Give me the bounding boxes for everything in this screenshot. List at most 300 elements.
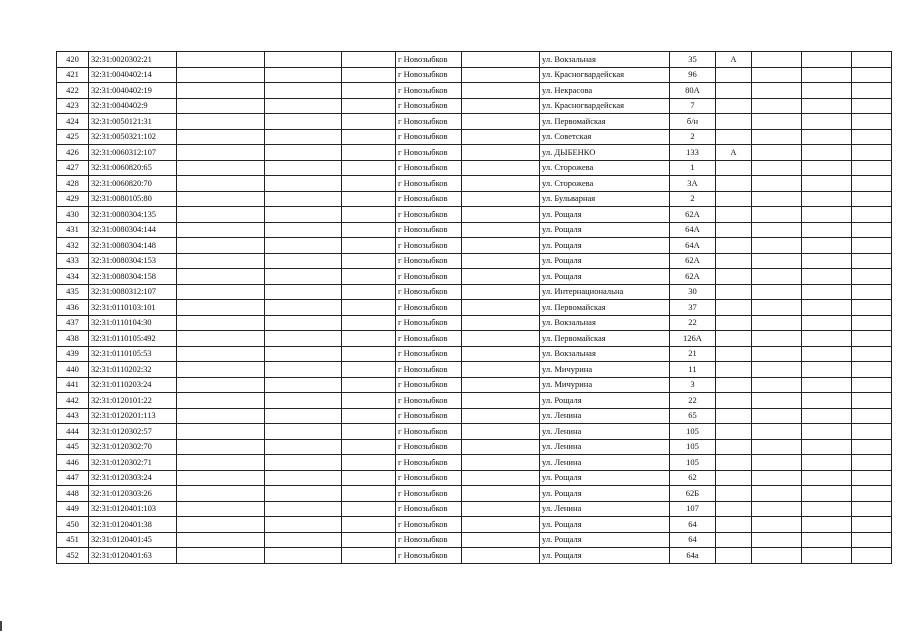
empty-cell — [462, 470, 540, 486]
empty-cell — [265, 284, 342, 300]
cadastral-number: 32:31:0040402:14 — [89, 67, 177, 83]
building-letter — [716, 470, 752, 486]
street: ул. Рощаля — [540, 486, 670, 502]
house-number: 105 — [670, 439, 716, 455]
empty-cell — [802, 424, 852, 440]
empty-cell — [802, 315, 852, 331]
empty-cell — [342, 238, 396, 254]
house-number: 80А — [670, 83, 716, 99]
empty-cell — [802, 393, 852, 409]
empty-cell — [177, 331, 265, 347]
empty-cell — [802, 532, 852, 548]
settlement: г Новозыбков — [396, 176, 462, 192]
empty-cell — [802, 300, 852, 316]
row-number: 422 — [57, 83, 89, 99]
empty-cell — [462, 160, 540, 176]
row-number: 437 — [57, 315, 89, 331]
empty-cell — [177, 362, 265, 378]
empty-cell — [752, 548, 802, 564]
empty-cell — [852, 207, 892, 223]
empty-cell — [852, 331, 892, 347]
empty-cell — [852, 222, 892, 238]
empty-cell — [462, 176, 540, 192]
empty-cell — [802, 83, 852, 99]
empty-cell — [752, 439, 802, 455]
cadastral-number: 32:31:0120201:113 — [89, 408, 177, 424]
empty-cell — [462, 424, 540, 440]
empty-cell — [462, 439, 540, 455]
empty-cell — [177, 253, 265, 269]
house-number: б/н — [670, 114, 716, 130]
empty-cell — [802, 501, 852, 517]
table-row — [57, 362, 892, 378]
row-number: 449 — [57, 501, 89, 517]
house-number: 21 — [670, 346, 716, 362]
empty-cell — [462, 222, 540, 238]
empty-cell — [177, 160, 265, 176]
empty-cell — [342, 532, 396, 548]
empty-cell — [462, 52, 540, 68]
empty-cell — [342, 67, 396, 83]
row-number: 433 — [57, 253, 89, 269]
empty-cell — [462, 501, 540, 517]
empty-cell — [852, 424, 892, 440]
empty-cell — [752, 176, 802, 192]
row-number: 420 — [57, 52, 89, 68]
street: ул. Мичурина — [540, 377, 670, 393]
empty-cell — [462, 393, 540, 409]
house-number: 35 — [670, 52, 716, 68]
empty-cell — [462, 315, 540, 331]
empty-cell — [752, 517, 802, 533]
settlement: г Новозыбков — [396, 393, 462, 409]
empty-cell — [265, 98, 342, 114]
empty-cell — [852, 393, 892, 409]
empty-cell — [265, 300, 342, 316]
empty-cell — [852, 83, 892, 99]
house-number: 107 — [670, 501, 716, 517]
empty-cell — [265, 393, 342, 409]
building-letter — [716, 346, 752, 362]
empty-cell — [752, 160, 802, 176]
table-row — [57, 284, 892, 300]
building-letter — [716, 129, 752, 145]
cadastral-number: 32:31:0080304:158 — [89, 269, 177, 285]
empty-cell — [802, 548, 852, 564]
table-row — [57, 176, 892, 192]
table-row — [57, 67, 892, 83]
street: ул. Рощаля — [540, 532, 670, 548]
empty-cell — [752, 424, 802, 440]
empty-cell — [265, 83, 342, 99]
empty-cell — [752, 269, 802, 285]
empty-cell — [802, 129, 852, 145]
settlement: г Новозыбков — [396, 83, 462, 99]
empty-cell — [852, 98, 892, 114]
table-row — [57, 269, 892, 285]
empty-cell — [265, 238, 342, 254]
row-number: 442 — [57, 393, 89, 409]
empty-cell — [852, 532, 892, 548]
empty-cell — [462, 346, 540, 362]
empty-cell — [752, 222, 802, 238]
empty-cell — [852, 408, 892, 424]
table-row — [57, 331, 892, 347]
row-number: 426 — [57, 145, 89, 161]
empty-cell — [462, 191, 540, 207]
empty-cell — [852, 253, 892, 269]
empty-cell — [342, 253, 396, 269]
house-number: 64 — [670, 517, 716, 533]
empty-cell — [802, 52, 852, 68]
empty-cell — [802, 486, 852, 502]
empty-cell — [852, 486, 892, 502]
house-number: 133 — [670, 145, 716, 161]
cadastral-number: 32:31:0120401:63 — [89, 548, 177, 564]
empty-cell — [852, 362, 892, 378]
empty-cell — [342, 331, 396, 347]
empty-cell — [752, 315, 802, 331]
empty-cell — [342, 470, 396, 486]
row-number: 441 — [57, 377, 89, 393]
street: ул. Рощаля — [540, 253, 670, 269]
empty-cell — [177, 129, 265, 145]
empty-cell — [265, 439, 342, 455]
empty-cell — [462, 532, 540, 548]
empty-cell — [752, 393, 802, 409]
settlement: г Новозыбков — [396, 315, 462, 331]
street: ул. Ленина — [540, 439, 670, 455]
cadastral-number: 32:31:0060820:65 — [89, 160, 177, 176]
empty-cell — [342, 52, 396, 68]
empty-cell — [802, 191, 852, 207]
house-number: 62Б — [670, 486, 716, 502]
table-row — [57, 207, 892, 223]
empty-cell — [462, 238, 540, 254]
empty-cell — [177, 408, 265, 424]
cadastral-number: 32:31:0110105:492 — [89, 331, 177, 347]
row-number: 427 — [57, 160, 89, 176]
cadastral-number: 32:31:0060820:70 — [89, 176, 177, 192]
empty-cell — [852, 191, 892, 207]
settlement: г Новозыбков — [396, 486, 462, 502]
street: ул. ДЫБЕНКО — [540, 145, 670, 161]
cadastral-number: 32:31:0110104:30 — [89, 315, 177, 331]
empty-cell — [177, 67, 265, 83]
empty-cell — [265, 548, 342, 564]
table-row — [57, 238, 892, 254]
empty-cell — [802, 517, 852, 533]
house-number: 105 — [670, 455, 716, 471]
empty-cell — [802, 176, 852, 192]
empty-cell — [752, 377, 802, 393]
empty-cell — [802, 377, 852, 393]
empty-cell — [342, 517, 396, 533]
cadastral-number: 32:31:0080304:144 — [89, 222, 177, 238]
empty-cell — [852, 284, 892, 300]
registry-table — [56, 51, 892, 564]
table-row — [57, 470, 892, 486]
empty-cell — [342, 439, 396, 455]
empty-cell — [462, 145, 540, 161]
street: ул. Мичурина — [540, 362, 670, 378]
table-row — [57, 52, 892, 68]
empty-cell — [342, 408, 396, 424]
street: ул. Красногвардейская — [540, 98, 670, 114]
street: ул. Первомайская — [540, 300, 670, 316]
empty-cell — [802, 455, 852, 471]
table-row — [57, 114, 892, 130]
building-letter — [716, 300, 752, 316]
empty-cell — [462, 408, 540, 424]
empty-cell — [752, 470, 802, 486]
row-number: 439 — [57, 346, 89, 362]
empty-cell — [852, 501, 892, 517]
building-letter — [716, 362, 752, 378]
table-row — [57, 191, 892, 207]
empty-cell — [265, 129, 342, 145]
house-number: 64 — [670, 532, 716, 548]
row-number: 434 — [57, 269, 89, 285]
empty-cell — [342, 548, 396, 564]
settlement: г Новозыбков — [396, 455, 462, 471]
empty-cell — [802, 439, 852, 455]
empty-cell — [752, 486, 802, 502]
empty-cell — [852, 439, 892, 455]
row-number: 424 — [57, 114, 89, 130]
empty-cell — [462, 284, 540, 300]
empty-cell — [462, 517, 540, 533]
empty-cell — [852, 160, 892, 176]
empty-cell — [177, 501, 265, 517]
house-number: 62 — [670, 470, 716, 486]
building-letter — [716, 439, 752, 455]
house-number: 7 — [670, 98, 716, 114]
row-number: 425 — [57, 129, 89, 145]
empty-cell — [177, 222, 265, 238]
street: ул. Ленина — [540, 408, 670, 424]
empty-cell — [177, 191, 265, 207]
building-letter — [716, 222, 752, 238]
table-row — [57, 532, 892, 548]
empty-cell — [852, 517, 892, 533]
row-number: 430 — [57, 207, 89, 223]
empty-cell — [752, 238, 802, 254]
empty-cell — [852, 176, 892, 192]
table-row — [57, 424, 892, 440]
empty-cell — [752, 129, 802, 145]
empty-cell — [342, 501, 396, 517]
settlement: г Новозыбков — [396, 129, 462, 145]
empty-cell — [852, 315, 892, 331]
cadastral-number: 32:31:0040402:19 — [89, 83, 177, 99]
empty-cell — [852, 300, 892, 316]
building-letter — [716, 176, 752, 192]
building-letter — [716, 315, 752, 331]
house-number: 62А — [670, 253, 716, 269]
empty-cell — [752, 346, 802, 362]
empty-cell — [265, 362, 342, 378]
settlement: г Новозыбков — [396, 207, 462, 223]
street: ул. Рощаля — [540, 238, 670, 254]
empty-cell — [752, 98, 802, 114]
row-number: 431 — [57, 222, 89, 238]
table-row — [57, 222, 892, 238]
empty-cell — [852, 52, 892, 68]
building-letter — [716, 408, 752, 424]
empty-cell — [462, 83, 540, 99]
house-number: 64А — [670, 222, 716, 238]
empty-cell — [342, 315, 396, 331]
empty-cell — [342, 362, 396, 378]
table-row — [57, 253, 892, 269]
empty-cell — [265, 377, 342, 393]
empty-cell — [177, 52, 265, 68]
empty-cell — [265, 269, 342, 285]
empty-cell — [852, 129, 892, 145]
street: ул. Вокзальная — [540, 52, 670, 68]
empty-cell — [265, 517, 342, 533]
settlement: г Новозыбков — [396, 517, 462, 533]
building-letter — [716, 486, 752, 502]
empty-cell — [752, 114, 802, 130]
empty-cell — [802, 362, 852, 378]
empty-cell — [342, 207, 396, 223]
empty-cell — [265, 191, 342, 207]
empty-cell — [802, 114, 852, 130]
empty-cell — [177, 315, 265, 331]
street: ул. Рощаля — [540, 222, 670, 238]
building-letter — [716, 67, 752, 83]
empty-cell — [342, 191, 396, 207]
empty-cell — [177, 486, 265, 502]
settlement: г Новозыбков — [396, 98, 462, 114]
empty-cell — [265, 145, 342, 161]
empty-cell — [177, 424, 265, 440]
empty-cell — [265, 455, 342, 471]
house-number: 11 — [670, 362, 716, 378]
empty-cell — [802, 160, 852, 176]
empty-cell — [852, 114, 892, 130]
cadastral-number: 32:31:0110103:101 — [89, 300, 177, 316]
empty-cell — [852, 346, 892, 362]
empty-cell — [802, 331, 852, 347]
empty-cell — [752, 532, 802, 548]
house-number: 22 — [670, 393, 716, 409]
empty-cell — [752, 83, 802, 99]
empty-cell — [177, 470, 265, 486]
empty-cell — [462, 300, 540, 316]
empty-cell — [342, 284, 396, 300]
empty-cell — [852, 269, 892, 285]
empty-cell — [265, 207, 342, 223]
row-number: 446 — [57, 455, 89, 471]
table-row — [57, 83, 892, 99]
building-letter — [716, 269, 752, 285]
empty-cell — [752, 52, 802, 68]
table-row — [57, 517, 892, 533]
empty-cell — [342, 300, 396, 316]
empty-cell — [752, 300, 802, 316]
building-letter — [716, 160, 752, 176]
settlement: г Новозыбков — [396, 160, 462, 176]
empty-cell — [265, 315, 342, 331]
street: ул. Ленина — [540, 455, 670, 471]
empty-cell — [342, 269, 396, 285]
empty-cell — [342, 114, 396, 130]
cadastral-number: 32:31:0080304:135 — [89, 207, 177, 223]
building-letter: А — [716, 145, 752, 161]
empty-cell — [852, 470, 892, 486]
street: ул. Рощаля — [540, 548, 670, 564]
empty-cell — [342, 222, 396, 238]
empty-cell — [177, 455, 265, 471]
cadastral-number: 32:31:0110202:32 — [89, 362, 177, 378]
cadastral-number: 32:31:0080312:107 — [89, 284, 177, 300]
street: ул. Некрасова — [540, 83, 670, 99]
cadastral-number: 32:31:0060312:107 — [89, 145, 177, 161]
table-row — [57, 439, 892, 455]
empty-cell — [802, 207, 852, 223]
empty-cell — [802, 145, 852, 161]
street: ул. Рощаля — [540, 393, 670, 409]
table-row — [57, 98, 892, 114]
table-row — [57, 486, 892, 502]
building-letter — [716, 393, 752, 409]
empty-cell — [342, 129, 396, 145]
house-number: 64А — [670, 238, 716, 254]
street: ул. Интернациональна — [540, 284, 670, 300]
house-number: 22 — [670, 315, 716, 331]
building-letter — [716, 424, 752, 440]
empty-cell — [752, 455, 802, 471]
empty-cell — [462, 548, 540, 564]
building-letter — [716, 207, 752, 223]
empty-cell — [852, 548, 892, 564]
empty-cell — [802, 269, 852, 285]
house-number: 1 — [670, 160, 716, 176]
street: ул. Советская — [540, 129, 670, 145]
house-number: 62А — [670, 207, 716, 223]
house-number: 37 — [670, 300, 716, 316]
scan-margin-mark — [0, 621, 2, 631]
row-number: 452 — [57, 548, 89, 564]
empty-cell — [752, 331, 802, 347]
empty-cell — [802, 67, 852, 83]
empty-cell — [177, 207, 265, 223]
house-number: 105 — [670, 424, 716, 440]
settlement: г Новозыбков — [396, 253, 462, 269]
empty-cell — [802, 98, 852, 114]
table-row — [57, 346, 892, 362]
row-number: 445 — [57, 439, 89, 455]
street: ул. Сторожева — [540, 176, 670, 192]
settlement: г Новозыбков — [396, 331, 462, 347]
table-row — [57, 408, 892, 424]
building-letter — [716, 501, 752, 517]
street: ул. Рощаля — [540, 517, 670, 533]
empty-cell — [177, 176, 265, 192]
building-letter — [716, 191, 752, 207]
row-number: 438 — [57, 331, 89, 347]
cadastral-number: 32:31:0080105:80 — [89, 191, 177, 207]
settlement: г Новозыбков — [396, 470, 462, 486]
empty-cell — [852, 145, 892, 161]
empty-cell — [802, 253, 852, 269]
building-letter — [716, 83, 752, 99]
empty-cell — [342, 455, 396, 471]
empty-cell — [265, 470, 342, 486]
